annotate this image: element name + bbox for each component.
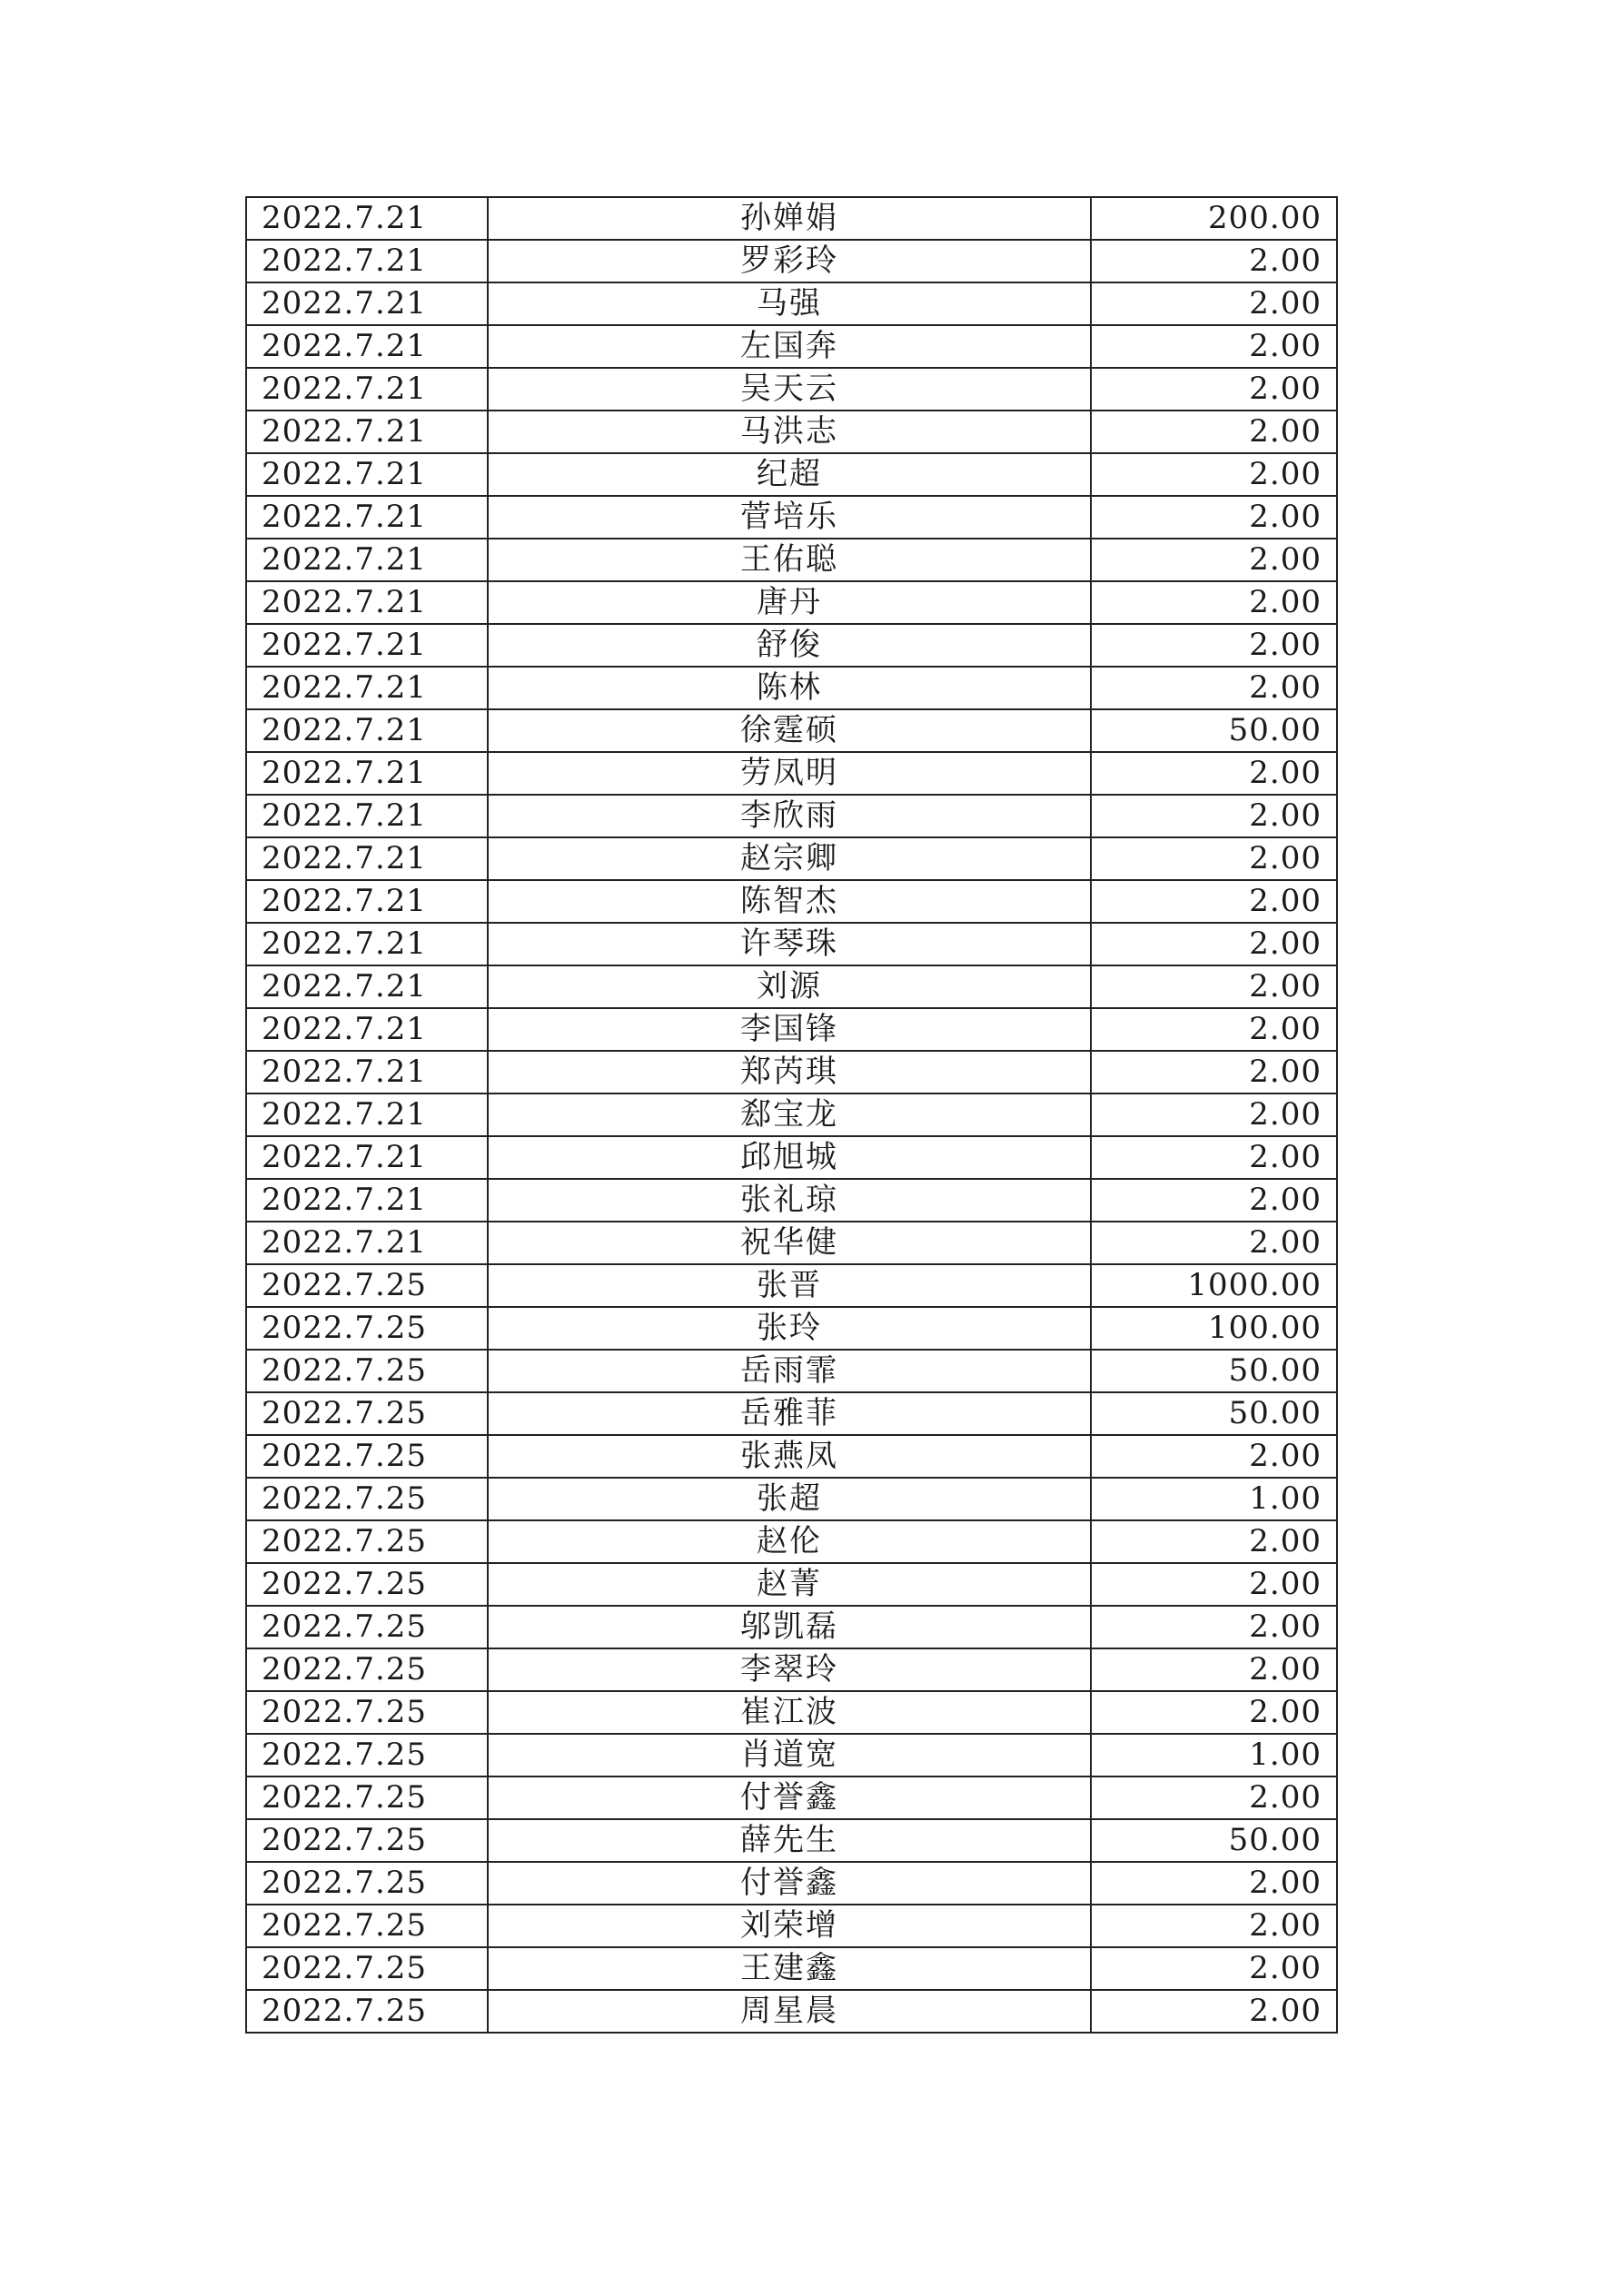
- table-row: [246, 453, 1337, 496]
- table-row: [246, 581, 1337, 624]
- amount-cell: 2.00: [1091, 325, 1337, 368]
- table-row: [246, 1222, 1337, 1264]
- amount-cell: 2.00: [1091, 240, 1337, 282]
- name-cell: 左国奔: [488, 325, 1091, 368]
- table-row: [246, 1648, 1337, 1691]
- date-cell: 2022.7.25: [246, 1862, 488, 1905]
- name-cell: 李翠玲: [488, 1648, 1091, 1691]
- name-cell: 薛先生: [488, 1819, 1091, 1862]
- amount-cell: 2.00: [1091, 453, 1337, 496]
- name-cell: 李国锋: [488, 1008, 1091, 1051]
- table-row: [246, 624, 1337, 667]
- table-row: [246, 1136, 1337, 1179]
- amount-cell: 2.00: [1091, 1094, 1337, 1136]
- date-cell: 2022.7.21: [246, 880, 488, 923]
- date-cell: 2022.7.25: [246, 1435, 488, 1478]
- date-cell: 2022.7.25: [246, 1819, 488, 1862]
- table-row: [246, 1350, 1337, 1392]
- table-row: [246, 1264, 1337, 1307]
- date-cell: 2022.7.25: [246, 1691, 488, 1734]
- table-row: [246, 965, 1337, 1008]
- amount-cell: 2.00: [1091, 965, 1337, 1008]
- table-row: [246, 282, 1337, 325]
- name-cell: 刘源: [488, 965, 1091, 1008]
- name-cell: 许琴珠: [488, 923, 1091, 965]
- name-cell: 付誉鑫: [488, 1776, 1091, 1819]
- name-cell: 祝华健: [488, 1222, 1091, 1264]
- table-row: [246, 1094, 1337, 1136]
- table-row: [246, 795, 1337, 837]
- amount-cell: 2.00: [1091, 1136, 1337, 1179]
- amount-cell: 2.00: [1091, 1051, 1337, 1094]
- date-cell: 2022.7.25: [246, 1264, 488, 1307]
- name-cell: 陈林: [488, 667, 1091, 709]
- date-cell: 2022.7.21: [246, 923, 488, 965]
- amount-cell: 2.00: [1091, 282, 1337, 325]
- name-cell: 邱旭城: [488, 1136, 1091, 1179]
- date-cell: 2022.7.25: [246, 1734, 488, 1776]
- table-row: [246, 368, 1337, 411]
- date-cell: 2022.7.21: [246, 197, 488, 240]
- name-cell: 孙婵娟: [488, 197, 1091, 240]
- amount-cell: 2.00: [1091, 667, 1337, 709]
- table-row: [246, 880, 1337, 923]
- date-cell: 2022.7.25: [246, 1520, 488, 1563]
- table-row: [246, 496, 1337, 539]
- date-cell: 2022.7.21: [246, 368, 488, 411]
- name-cell: 邬凯磊: [488, 1606, 1091, 1648]
- date-cell: 2022.7.21: [246, 1179, 488, 1222]
- amount-cell: 100.00: [1091, 1307, 1337, 1350]
- date-cell: 2022.7.21: [246, 752, 488, 795]
- amount-cell: 1000.00: [1091, 1264, 1337, 1307]
- amount-cell: 2.00: [1091, 581, 1337, 624]
- date-cell: 2022.7.25: [246, 1478, 488, 1520]
- name-cell: 郄宝龙: [488, 1094, 1091, 1136]
- amount-cell: 2.00: [1091, 795, 1337, 837]
- date-cell: 2022.7.21: [246, 667, 488, 709]
- date-cell: 2022.7.21: [246, 539, 488, 581]
- table-row: [246, 1990, 1337, 2033]
- date-cell: 2022.7.21: [246, 1222, 488, 1264]
- table-row: [246, 240, 1337, 282]
- amount-cell: 2.00: [1091, 1008, 1337, 1051]
- name-cell: 张玲: [488, 1307, 1091, 1350]
- amount-cell: 2.00: [1091, 752, 1337, 795]
- name-cell: 马强: [488, 282, 1091, 325]
- name-cell: 周星晨: [488, 1990, 1091, 2033]
- date-cell: 2022.7.21: [246, 282, 488, 325]
- amount-cell: 2.00: [1091, 837, 1337, 880]
- date-cell: 2022.7.21: [246, 624, 488, 667]
- date-cell: 2022.7.21: [246, 1094, 488, 1136]
- amount-cell: 2.00: [1091, 1179, 1337, 1222]
- date-cell: 2022.7.21: [246, 240, 488, 282]
- table-row: [246, 1691, 1337, 1734]
- table-row: [246, 709, 1337, 752]
- table-row: [246, 667, 1337, 709]
- name-cell: 张晋: [488, 1264, 1091, 1307]
- table-row: [246, 1819, 1337, 1862]
- table-row: [246, 1905, 1337, 1947]
- table-row: [246, 197, 1337, 240]
- amount-cell: 2.00: [1091, 1435, 1337, 1478]
- date-cell: 2022.7.25: [246, 1990, 488, 2033]
- table-row: [246, 1179, 1337, 1222]
- amount-cell: 50.00: [1091, 709, 1337, 752]
- amount-cell: 50.00: [1091, 1350, 1337, 1392]
- table-row: [246, 1392, 1337, 1435]
- date-cell: 2022.7.25: [246, 1776, 488, 1819]
- name-cell: 赵伦: [488, 1520, 1091, 1563]
- amount-cell: 2.00: [1091, 1947, 1337, 1990]
- amount-cell: 2.00: [1091, 1905, 1337, 1947]
- name-cell: 肖道宽: [488, 1734, 1091, 1776]
- amount-cell: 2.00: [1091, 1222, 1337, 1264]
- date-cell: 2022.7.25: [246, 1905, 488, 1947]
- name-cell: 罗彩玲: [488, 240, 1091, 282]
- date-cell: 2022.7.25: [246, 1947, 488, 1990]
- name-cell: 纪超: [488, 453, 1091, 496]
- date-cell: 2022.7.21: [246, 453, 488, 496]
- date-cell: 2022.7.21: [246, 837, 488, 880]
- name-cell: 郑芮琪: [488, 1051, 1091, 1094]
- name-cell: 马洪志: [488, 411, 1091, 453]
- name-cell: 徐霆硕: [488, 709, 1091, 752]
- name-cell: 唐丹: [488, 581, 1091, 624]
- date-cell: 2022.7.25: [246, 1563, 488, 1606]
- name-cell: 菅培乐: [488, 496, 1091, 539]
- date-cell: 2022.7.25: [246, 1648, 488, 1691]
- amount-cell: 2.00: [1091, 496, 1337, 539]
- name-cell: 舒俊: [488, 624, 1091, 667]
- amount-cell: 1.00: [1091, 1734, 1337, 1776]
- amount-cell: 2.00: [1091, 539, 1337, 581]
- amount-cell: 2.00: [1091, 1648, 1337, 1691]
- amount-cell: 2.00: [1091, 1520, 1337, 1563]
- table-row: [246, 1008, 1337, 1051]
- amount-cell: 2.00: [1091, 1776, 1337, 1819]
- name-cell: 张燕凤: [488, 1435, 1091, 1478]
- table-row: [246, 1734, 1337, 1776]
- table-row: [246, 1563, 1337, 1606]
- name-cell: 刘荣增: [488, 1905, 1091, 1947]
- date-cell: 2022.7.25: [246, 1350, 488, 1392]
- date-cell: 2022.7.21: [246, 1008, 488, 1051]
- amount-cell: 2.00: [1091, 411, 1337, 453]
- name-cell: 岳雅菲: [488, 1392, 1091, 1435]
- table-row: [246, 1776, 1337, 1819]
- table-row: [246, 1862, 1337, 1905]
- name-cell: 赵菁: [488, 1563, 1091, 1606]
- table-row: [246, 752, 1337, 795]
- name-cell: 张超: [488, 1478, 1091, 1520]
- name-cell: 岳雨霏: [488, 1350, 1091, 1392]
- table-row: [246, 1520, 1337, 1563]
- amount-cell: 2.00: [1091, 1691, 1337, 1734]
- table-row: [246, 837, 1337, 880]
- table-row: [246, 1947, 1337, 1990]
- donation-table-body: [246, 197, 1337, 2033]
- amount-cell: 2.00: [1091, 1862, 1337, 1905]
- date-cell: 2022.7.25: [246, 1392, 488, 1435]
- name-cell: 赵宗卿: [488, 837, 1091, 880]
- name-cell: 李欣雨: [488, 795, 1091, 837]
- table-row: [246, 325, 1337, 368]
- date-cell: 2022.7.21: [246, 325, 488, 368]
- table-row: [246, 1307, 1337, 1350]
- amount-cell: 2.00: [1091, 624, 1337, 667]
- amount-cell: 2.00: [1091, 1563, 1337, 1606]
- amount-cell: 1.00: [1091, 1478, 1337, 1520]
- amount-cell: 2.00: [1091, 1990, 1337, 2033]
- table-row: [246, 1478, 1337, 1520]
- date-cell: 2022.7.25: [246, 1307, 488, 1350]
- table-row: [246, 411, 1337, 453]
- date-cell: 2022.7.21: [246, 709, 488, 752]
- name-cell: 张礼琼: [488, 1179, 1091, 1222]
- table-row: [246, 1606, 1337, 1648]
- amount-cell: 2.00: [1091, 880, 1337, 923]
- name-cell: 陈智杰: [488, 880, 1091, 923]
- name-cell: 付誉鑫: [488, 1862, 1091, 1905]
- amount-cell: 2.00: [1091, 923, 1337, 965]
- amount-cell: 200.00: [1091, 197, 1337, 240]
- date-cell: 2022.7.21: [246, 965, 488, 1008]
- date-cell: 2022.7.21: [246, 411, 488, 453]
- date-cell: 2022.7.21: [246, 795, 488, 837]
- date-cell: 2022.7.21: [246, 1051, 488, 1094]
- table-row: [246, 923, 1337, 965]
- name-cell: 崔江波: [488, 1691, 1091, 1734]
- donation-table: [245, 196, 1338, 2034]
- date-cell: 2022.7.25: [246, 1606, 488, 1648]
- table-row: [246, 1435, 1337, 1478]
- name-cell: 王佑聪: [488, 539, 1091, 581]
- table-row: [246, 539, 1337, 581]
- name-cell: 王建鑫: [488, 1947, 1091, 1990]
- name-cell: 吴天云: [488, 368, 1091, 411]
- table-row: [246, 1051, 1337, 1094]
- date-cell: 2022.7.21: [246, 1136, 488, 1179]
- name-cell: 劳凤明: [488, 752, 1091, 795]
- amount-cell: 50.00: [1091, 1392, 1337, 1435]
- amount-cell: 50.00: [1091, 1819, 1337, 1862]
- date-cell: 2022.7.21: [246, 581, 488, 624]
- amount-cell: 2.00: [1091, 368, 1337, 411]
- date-cell: 2022.7.21: [246, 496, 488, 539]
- amount-cell: 2.00: [1091, 1606, 1337, 1648]
